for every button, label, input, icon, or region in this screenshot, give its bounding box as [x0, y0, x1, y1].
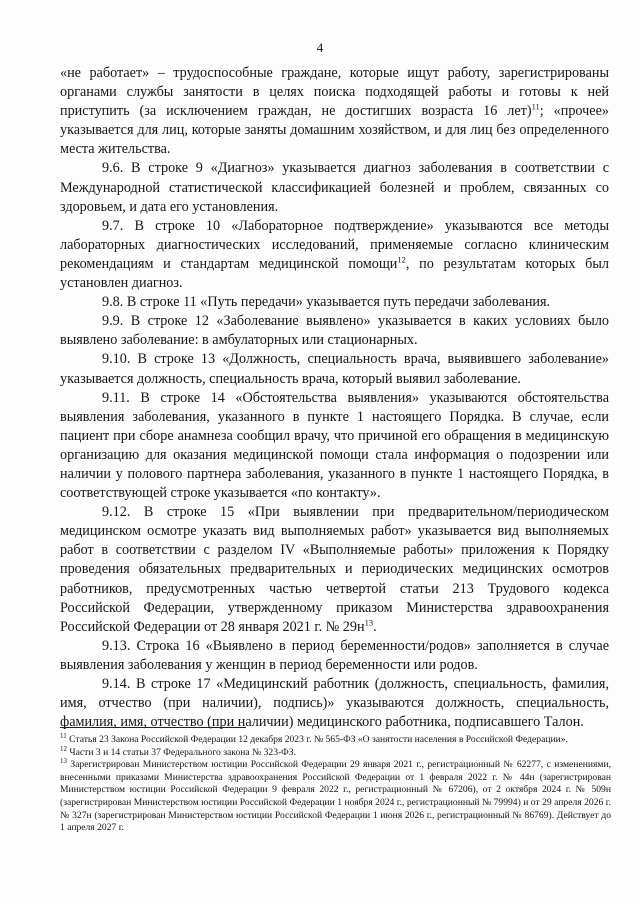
- paragraph-text: 9.12. В строке 15 «При выявлении при предварительном/периодическом медицинском осмотре указать вид выполняемых работ» указывается вид выполняемых работ в соответствии с разделом IV «Выполняемые работы» приложения к Порядку проведения обязательных предварительных и периодических медицинских осмотров работников, предусмотренных частью четвертой статьи 213 Трудового кодекса Российской Федерации, утвержденному приказом Министерства здравоохранения Российской Федерации от 28 января 2021 г. № 29н: [60, 504, 609, 635]
- paragraph-text: 9.7. В строке 10 «Лабораторное подтверждение» указываются все методы лабораторных диагностических исследований, применяемые согласно клиническим рекомендациям и стандартам медицинской помощи: [60, 217, 609, 272]
- footnote-ref: 11: [531, 101, 540, 112]
- paragraph-9-6: 9.6. В строке 9 «Диагноз» указывается диагноз заболевания в соответствии с Международной статистической классификацией болезней и проблем, связанных со здоровьем, и дата его установления.: [60, 160, 609, 215]
- page-number: 4: [316, 40, 324, 55]
- paragraph-9-12: [60, 503, 609, 637]
- footnote-divider: [60, 727, 246, 728]
- footnote-13: [60, 759, 611, 835]
- paragraph-9-13: 9.13. Строка 16 «Выявлено в период беременности/родов» заполняется в случае выявления заболевания у женщин в период беременности или родов.: [60, 637, 609, 673]
- footnote-mark: 13: [60, 757, 67, 765]
- document-body: [60, 64, 609, 732]
- footnote-11: [60, 731, 611, 747]
- paragraph-text: , по результатам которых был установлен диагноз.: [60, 255, 609, 292]
- paragraph-9-14: 9.14. В строке 17 «Медицинский работник (должность, специальность, фамилия, имя, отчество (при наличии), подпись)» указываются должность, специальность, фамилия, имя, отчество (при наличии) медицинского работника, подписавшего Талон.: [60, 676, 609, 731]
- paragraph-9-8: 9.8. В строке 11 «Путь передачи» указывается путь передачи заболевания.: [102, 294, 551, 311]
- paragraph-9-11: 9.11. В строке 14 «Обстоятельства выявления» указываются обстоятельства выявления заболевания, указанного в пункте 1 настоящего Порядка. В случае, если пациент при сборе анамнеза сообщил врачу, что причиной его обращения в медицинскую организацию для оказания медицинской помощи стала информация о подозрении или наличии у полового партнера заболевания, указанного в пункте 1 настоящего Порядка, в соответствующей строке указывается «по контакту».: [60, 389, 609, 502]
- paragraph-9-10: 9.10. В строке 13 «Должность, специальность врача, выявившего заболевание» указывается должность, специальность врача, который выявил заболевание.: [60, 351, 609, 387]
- paragraph-text: ; «прочее» указывается для лиц, которые заняты домашним хозяйством, и для лиц без определенного места жительства.: [60, 103, 609, 158]
- footnote-text: Части 3 и 14 статьи 37 Федерального закона № 323-ФЗ.: [67, 746, 296, 758]
- footnote-mark: 12: [60, 744, 67, 753]
- footnote-ref: 12: [397, 254, 406, 265]
- paragraph-text: .: [373, 618, 377, 635]
- paragraph-occupation-status: [60, 64, 609, 159]
- footnotes: [60, 731, 611, 835]
- paragraph-9-9: 9.9. В строке 12 «Заболевание выявлено» указывается в каких условиях было выявлено заболевание: в амбулаторных или стационарных.: [60, 313, 609, 349]
- footnote-text: Зарегистрирован Министерством юстиции Российской Федерации 29 января 2021 г., регистрационный № 62277, с изменениями, внесенными приказами Министерства здравоохранения Российской Федерации от 1 февраля 2022 г. № 44н (зарегистрирован Министерством юстиции Российской Федерации 9 февраля 2022 г., регистрационный № 67206), от 2 октября 2024 г. № 509н (зарегистрирован Министерством юстиции Российской Федерации 1 ноября 2024 г., регистрационный № 79994) и от 29 апреля 2026 г. № 327н (зарегистрирован Министерством юстиции Российской Федерации 1 июня 2026 г., регистрационный № 86769). Действует до 1 апреля 2027 г.: [60, 759, 611, 834]
- footnote-mark: 11: [60, 731, 67, 740]
- paragraph-9-7: [60, 217, 609, 293]
- footnote-ref: 13: [364, 616, 374, 627]
- paragraph-text: «не работает» – трудоспособные граждане, которые ищут работу, зарегистрированы органами службы занятости в целях поиска подходящей работы и готовы к ней приступить (за исключением граждан, не достигших возраста 16 лет): [60, 65, 609, 120]
- footnote-12: [60, 744, 611, 760]
- footnote-text: Статья 23 Закона Российской Федерации 12 декабря 2023 г. № 565-ФЗ «О занятости населения в Российской Федерации».: [66, 734, 568, 745]
